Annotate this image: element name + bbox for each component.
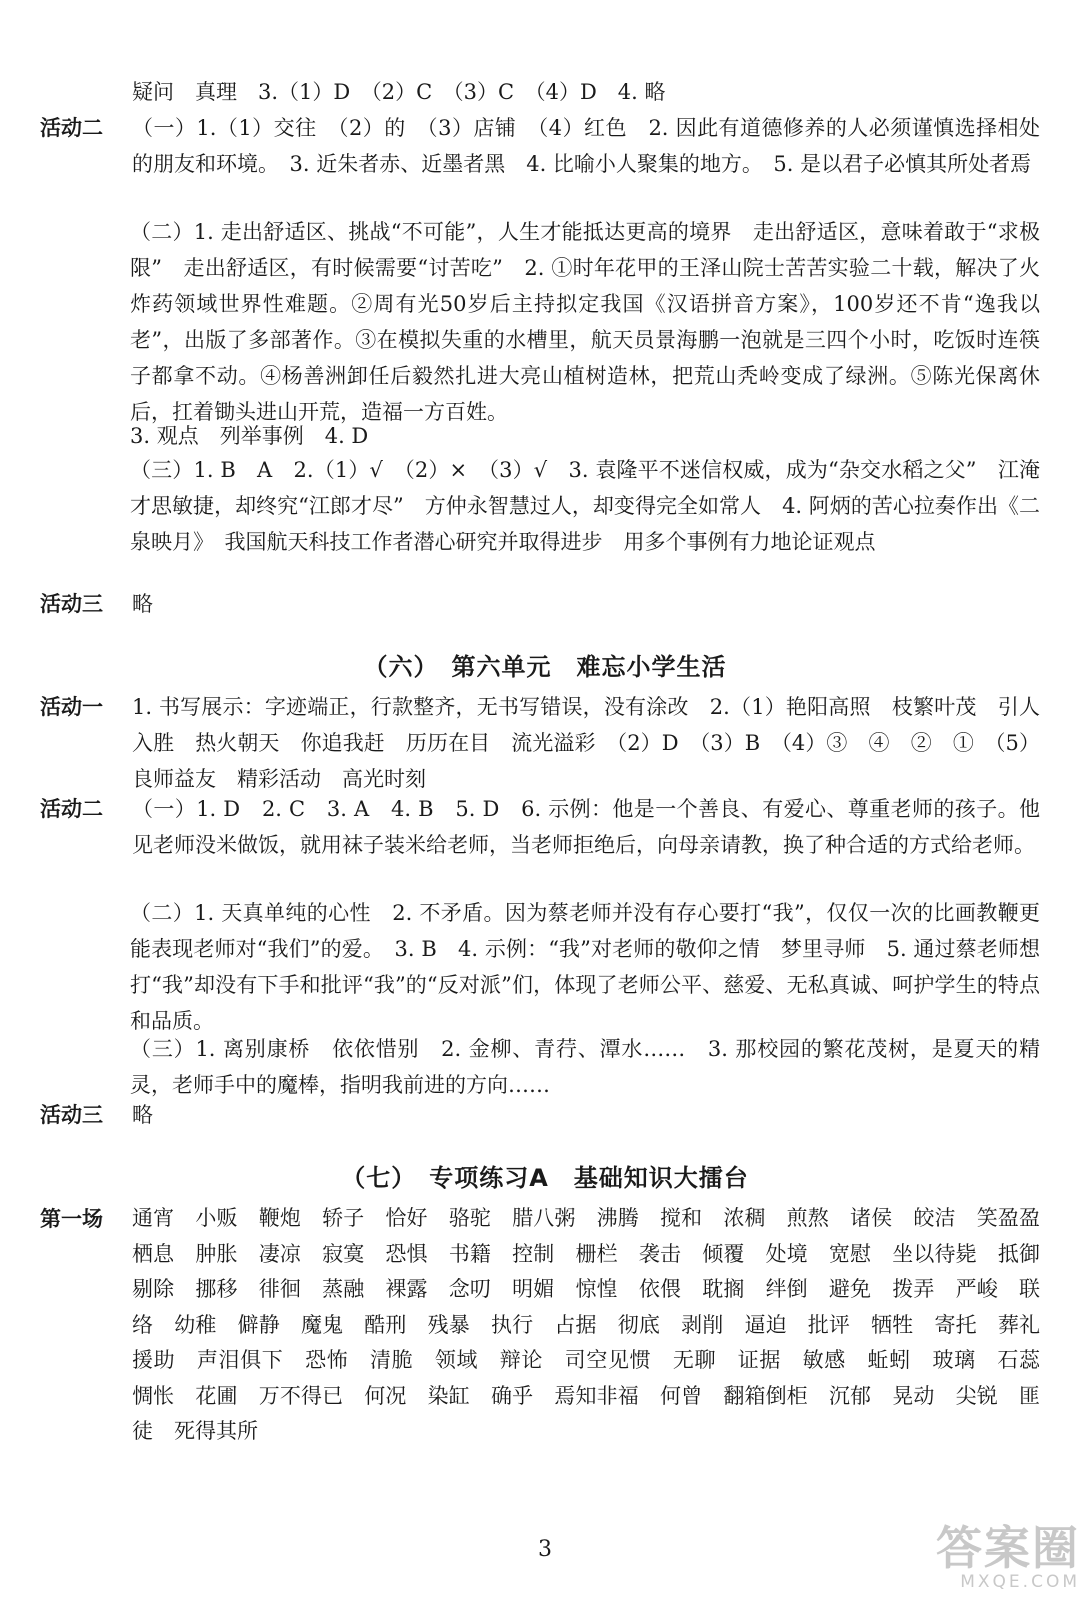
- activity-label: 活动一: [40, 695, 103, 719]
- round-label: 第一场: [40, 1207, 103, 1231]
- activity-label: 活动二: [40, 116, 103, 140]
- s5-activity2-part1: [40, 110, 1040, 220]
- activity-label: 活动三: [40, 1103, 103, 1127]
- s5-activity2-part2: [40, 214, 1040, 429]
- s6-activity1: [40, 689, 1040, 799]
- section-heading: （七） 专项练习A 基础知识大擂台: [341, 1164, 749, 1192]
- answer-text: （三）1. 离别康桥 依依惜别 2. 金柳、青荇、潭水…… 3. 那校园的繁花茂树，是夏天的精灵，老师手中的魔棒，指明我前进的方向……: [130, 1037, 1040, 1097]
- answer-text: （一）1. D 2. C 3. A 4. B 5. D 6. 示例：他是一个善良、有爱心、尊重老师的孩子。他见老师没米做饭，就用袜子装米给老师，当老师拒绝后，向母亲请教，换了种合适的方式给老师。: [132, 797, 1040, 857]
- watermark-logo: [936, 1521, 1080, 1592]
- watermark-url: MXQE.COM: [960, 1572, 1080, 1592]
- s5-activity2-part2b: [40, 418, 1040, 454]
- answer-text: 略: [132, 1103, 153, 1127]
- answer-text: （二）1. 天真单纯的心性 2. 不矛盾。因为蔡老师并没有存心要打“我”，仅仅一次的比画教鞭更能表现老师对“我们”的爱。 3. B 4. 示例：“我”对老师的敬仰之情 梦里寻师 5. 通过蔡老师想打“我”却没有下手和批评“我”的“反对派”们，体现了老师公平、慈爱、无私真诚、呵护学生的特点和品质。: [130, 901, 1040, 1033]
- s6-activity2-part3: [40, 1031, 1040, 1103]
- activity-label: 活动二: [40, 797, 103, 821]
- answer-text: 1. 书写展示：字迹端正，行款整齐，无书写错误，没有涂改 2.（1）艳阳高照 枝繁叶茂 引人入胜 热火朝天 你追我赶 历历在目 流光溢彩 （2）D （3）B （4）③ ④ ② ① （5）良师益友 精彩活动 高光时刻: [132, 695, 1040, 791]
- s5-activity3: [40, 586, 1040, 622]
- answer-text: （一）1.（1）交往 （2）的 （3）店铺 （4）红色 2. 因此有道德修养的人必须谨慎选择相处的朋友和环境。 3. 近朱者赤、近墨者黑 4. 比喻小人聚集的地方。 5. 是以君子必慎其所处者焉: [132, 116, 1040, 176]
- s5-line0: 疑问 真理 3.（1）D （2）C （3）C （4）D 4. 略: [132, 80, 666, 104]
- answer-text: （三）1. B A 2.（1）√ （2）× （3）√ 3. 袁隆平不迷信权威，成为“杂交水稻之父” 江淹才思敏捷，却终究“江郎才尽” 方仲永智慧过人，却变得完全如常人 4. 阿炳的苦心拉奏作出《二泉映月》 我国航天科技工作者潜心研究并取得进步 用多个事例有力地论证观点: [130, 458, 1040, 554]
- activity-label: 活动三: [40, 592, 103, 616]
- s6-activity2-part2: [40, 895, 1040, 1040]
- answer-text: 3. 观点 列举事例 4. D: [130, 424, 369, 448]
- section-heading: （六） 第六单元 难忘小学生活: [363, 653, 727, 681]
- s6-activity3: [40, 1097, 1040, 1133]
- answer-text: （二）1. 走出舒适区、挑战“不可能”，人生才能抵达更高的境界 走出舒适区，意味着敢于“求极限” 走出舒适区，有时候需要“讨苦吃” 2. ①时年花甲的王泽山院士苦苦实验二十载，解决了火炸药领域世界性难题。②周有光50岁后主持拟定我国《汉语拼音方案》，100岁还不肯“逸我以老”，出版了多部著作。③在模拟失重的水槽里，航天员景海鹏一泡就是三四个小时，吃饭时连筷子都拿不动。④杨善洲卸任后毅然扎进大亮山植树造林，把荒山秃岭变成了绿洲。⑤陈光保离休后，扛着锄头进山开荒，造福一方百姓。: [130, 220, 1040, 424]
- answer-text: 略: [132, 592, 153, 616]
- s6-activity2-part1: [40, 791, 1040, 901]
- s5-activity2-part3: [40, 452, 1040, 592]
- watermark-logo-text: 答案圈: [936, 1521, 1080, 1575]
- s5-line0-row: [40, 74, 1040, 114]
- page-number: 3: [538, 1537, 552, 1562]
- vocabulary-words: 通宵 小贩 鞭炮 轿子 恰好 骆驼 腊八粥 沸腾 搅和 浓稠 煎熬 诸侯 皎洁 笑盈盈 栖息 肿胀 凄凉 寂寞 恐惧 书籍 控制 栅栏 袭击 倾覆 处境 宽慰 坐以待毙 抵御 剔除 挪移 徘徊 蒸融 裸露 念叨 明媚 惊惶 依偎 耽搁 绊倒 避免 拨弄 严峻 联络 幼稚 僻静 魔鬼 酷刑 残暴 执行 占据 彻底 剥削 逼迫 批评 牺牲 寄托 葬礼 援助 声泪俱下 恐怖 清脆 领域 辩论 司空见惯 无聊 证据 敏感 蚯蚓 玻璃 石蕊 惆怅 花圃 万不得已 何况 染缸 确乎 焉知非福 何曾 翻箱倒柜 沉郁 晃动 尖锐 匪徒 死得其所: [132, 1206, 1061, 1443]
